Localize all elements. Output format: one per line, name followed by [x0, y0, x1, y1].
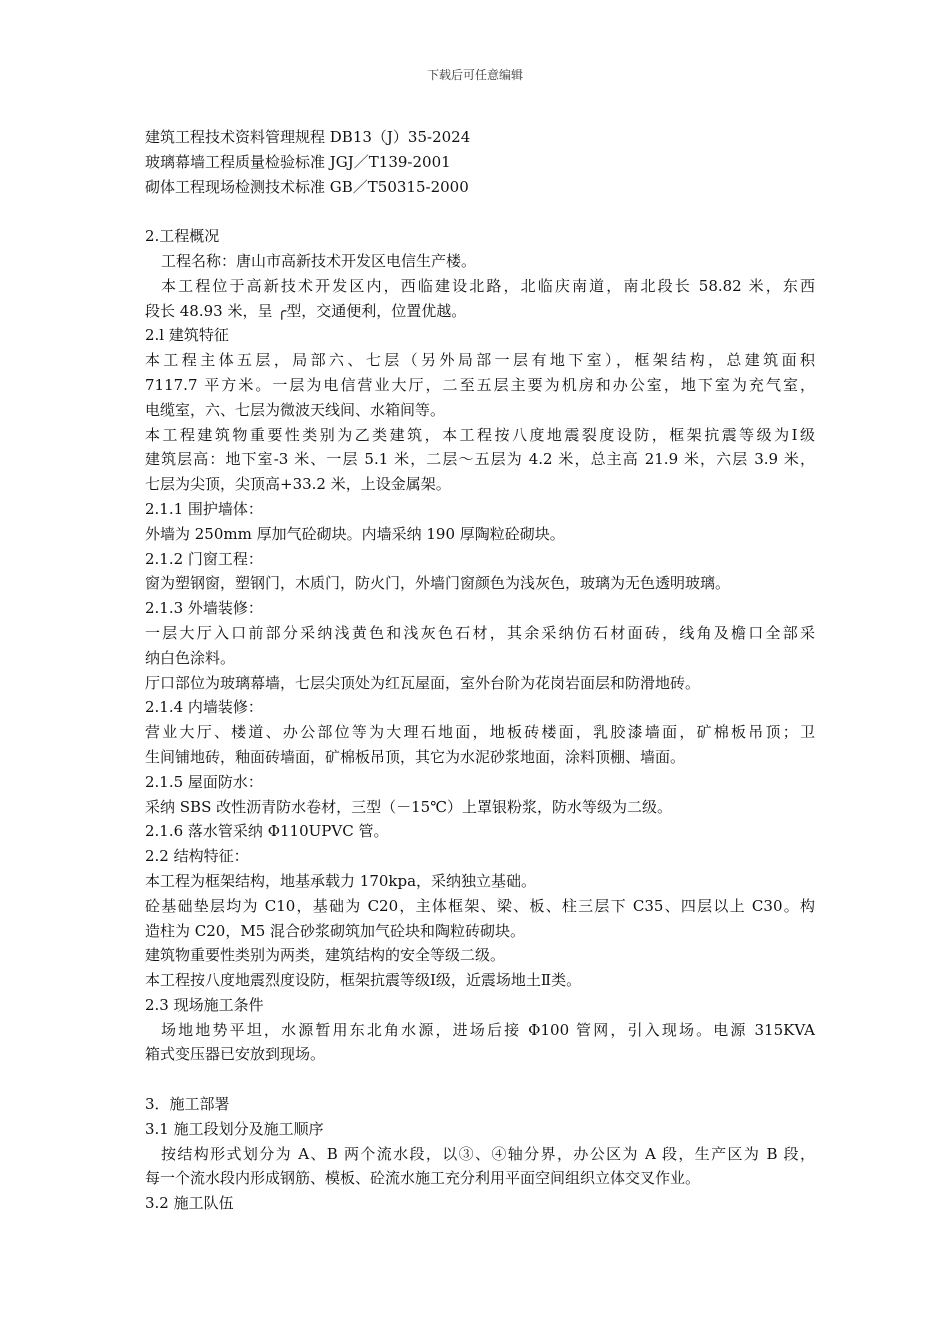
- subsection-heading: 2.1.4 内墙装修：: [145, 698, 263, 717]
- text-line: 工程名称：唐山市高新技术开发区电信生产楼。: [161, 251, 477, 270]
- text-line: 外墙为 250mm 厚加气砼砌块。内墙采纳 190 厚陶粒砼砌块。: [145, 524, 565, 543]
- text-line: 7117.7 平方米。一层为电信营业大厅，二至五层主要为机房和办公室，地下室为充气室，: [145, 375, 815, 394]
- text-line: 每一个流水段内形成钢筋、模板、砼流水施工充分利用平面空间组织立体交叉作业。: [145, 1169, 701, 1188]
- blank-line: [145, 1067, 815, 1092]
- text-line: 按结构形式划分为 A、B 两个流水段，以③、④轴分界，办公区为 A 段，生产区为 B 段，: [161, 1144, 815, 1163]
- text-line: 采纳 SBS 改性沥青防水卷材，三型（－15℃）上罩银粉浆，防水等级为二级。: [145, 797, 672, 816]
- text-line: 场地地势平坦，水源暂用东北角水源，进场后接 Φ100 管网，引入现场。电源 315KVA: [161, 1020, 815, 1039]
- text-line: 本工程建筑物重要性类别为乙类建筑，本工程按八度地震裂度设防，框架抗震等级为Ⅰ级: [145, 425, 815, 444]
- subsection-heading: 3.1 施工段划分及施工顺序: [145, 1119, 324, 1138]
- text-line: 段长 48.93 米，呈 ╭型，交通便利，位置优越。: [145, 301, 467, 320]
- section-heading: 3．施工部署: [145, 1095, 230, 1114]
- subsection-heading: 2.2 结构特征：: [145, 847, 249, 866]
- subsection-heading: 2.l 建筑特征: [145, 326, 229, 345]
- blank-line: [145, 199, 815, 224]
- text-line: 本工程为框架结构，地基承载力 170kpa，采纳独立基础。: [145, 871, 537, 890]
- text-line: 电缆室，六、七层为微波天线间、水箱间等。: [145, 400, 446, 419]
- page-header: 下载后可任意编辑: [426, 68, 523, 82]
- subsection-heading: 2.1.2 门窗工程：: [145, 549, 263, 568]
- text-line: 箱式变压器已安放到现场。: [145, 1045, 326, 1064]
- section-heading: 2.工程概况: [145, 227, 220, 246]
- text-line: 纳白色涂料。: [145, 648, 236, 667]
- text-line: 七层为尖顶，尖顶高+33.2 米，上设金属架。: [145, 475, 451, 494]
- text-line: 砼基础垫层均为 C10，基础为 C20，主体框架、梁、板、柱三层下 C35、四层以上 C30。构: [145, 896, 815, 915]
- text-line: 本工程位于高新技术开发区内，西临建设北路，北临庆南道，南北段长 58.82 米，东西: [161, 276, 815, 295]
- subsection-heading: 3.2 施工队伍: [145, 1194, 234, 1213]
- subsection-heading: 2.1.5 屋面防水：: [145, 772, 263, 791]
- document-body: [145, 125, 815, 1216]
- text-line: 厅口部位为玻璃幕墙，七层尖顶处为红瓦屋面，室外台阶为花岗岩面层和防滑地砖。: [145, 673, 701, 692]
- subsection-heading: 2.3 现场施工条件: [145, 995, 264, 1014]
- text-line: 造柱为 C20，M5 混合砂浆砌筑加气砼块和陶粒砖砌块。: [145, 921, 526, 940]
- standard-line: 玻璃幕墙工程质量检验标准 JGJ／T139-2001: [145, 152, 451, 171]
- text-line: 窗为塑钢窗，塑钢门，木质门，防火门，外墙门窗颜色为浅灰色，玻璃为无色透明玻璃。: [145, 574, 731, 593]
- text-line: 一层大厅入口前部分采纳浅黄色和浅灰色石材，其余采纳仿石材面砖，线角及檐口全部采: [145, 623, 815, 642]
- text-line: 本工程按八度地震烈度设防，框架抗震等级Ⅰ级，近震场地土Ⅱ类。: [145, 971, 582, 990]
- text-line: 建筑物重要性类别为两类，建筑结构的安全等级二级。: [145, 946, 506, 965]
- text-line: 建筑层高：地下室-3 米、一层 5.1 米，二层～五层为 4.2 米，总主高 21.9 米，六层 3.9 米，: [145, 450, 815, 469]
- standard-line: 砌体工程现场检测技术标准 GB／T50315-2000: [145, 177, 469, 196]
- standard-line: 建筑工程技术资料管理规程 DB13（J）35-2024: [145, 128, 471, 146]
- text-line: 生间铺地砖，釉面砖墙面，矿棉板吊顶，其它为水泥砂浆地面，涂料顶棚、墙面。: [145, 747, 686, 766]
- text-line: 本工程主体五层，局部六、七层（另外局部一层有地下室），框架结构，总建筑面积: [145, 351, 815, 370]
- subsection-heading: 2.1.6 落水管采纳 Φ110UPVC 管。: [145, 822, 389, 841]
- subsection-heading: 2.1.3 外墙装修：: [145, 599, 263, 618]
- text-line: 营业大厅、楼道、办公部位等为大理石地面，地板砖楼面，乳胶漆墙面，矿棉板吊顶；卫: [145, 723, 815, 742]
- subsection-heading: 2.1.1 围护墙体：: [145, 499, 263, 518]
